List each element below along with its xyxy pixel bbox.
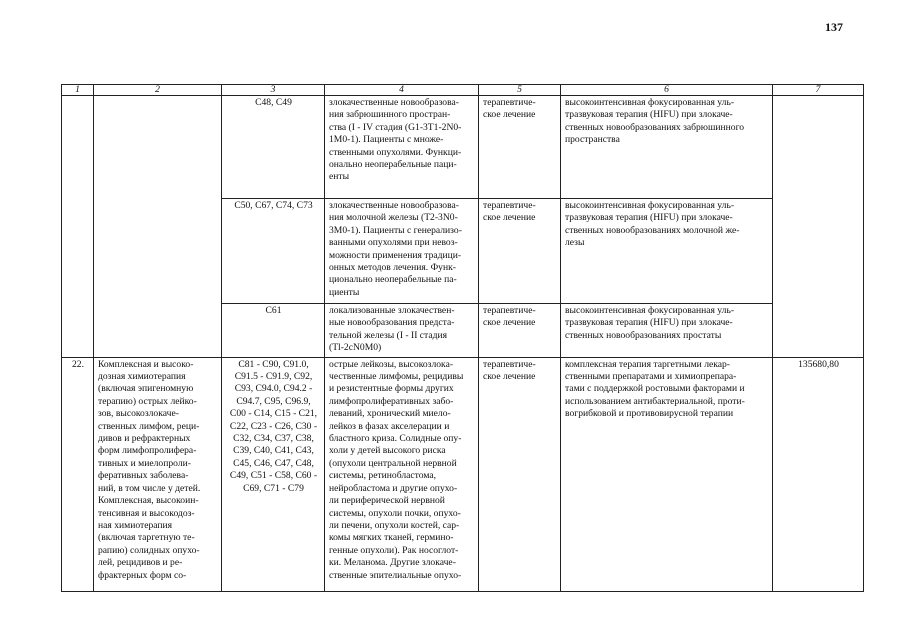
column-header: 2	[94, 85, 222, 96]
treatment-method-cell: высокоинтенсивная фокусированная уль- тразвуковая терапия (HIFU) при злокаче- ственных новообразованиях забрюшинного пространства	[561, 96, 773, 199]
column-header: 1	[62, 85, 94, 96]
icd-codes-cell: C50, C67, C74, C73	[222, 199, 325, 304]
patient-model-cell: злокачественные новообразова- ния молочной железы (T2-3N0- 3M0-1). Пациенты с генерализо- ванными опухолями при невоз- можности применения традици- онных методов лечения. Функ- ционально неоперабельные па- циенты	[325, 199, 479, 304]
column-header: 7	[773, 85, 864, 96]
patient-model-cell: острые лейкозы, высокозлока- чественные лимфомы, рецидивы и резистентные формы других лимфопролиферативных забо- леваний, хронический миело- лейкоз в фазах акселерации и бластного криза. Солидные опу- холи у детей высокого риска (опухоли центральной нервной системы, ретинобластома, нейробластома и другие опухо- ли периферической нервной системы, опухоли почки, опухо- ли печени, опухоли костей, сар- комы мягких тканей, гермино- генные опухоли). Рак носоглот- ки. Меланома. Другие злокаче- ственные эпителиальные опухо-	[325, 357, 479, 591]
procedure-name-cell	[94, 96, 222, 358]
row-number-cell	[62, 96, 94, 358]
procedure-name-cell: Комплексная и высоко- дозная химиотерапия (включая эпигеномную терапию) острых лейко- зов, высокозлокаче- ственных лимфом, реци- дивов и рефрактерных форм лимфопролифера- тивных и миелопроли- феративных заболева- ний, в том числе у детей. Комплексная, высокоин- тенсивная и высокодоз- ная химиотерапия (включая таргетную те- рапию) солидных опухо- лей, рецидивов и ре- фрактерных форм со-	[94, 357, 222, 591]
icd-codes-cell: C48, C49	[222, 96, 325, 199]
treatment-type-cell: терапевтиче- ское лечение	[479, 304, 561, 358]
table-row	[62, 96, 864, 199]
page-number: 137	[825, 20, 843, 34]
treatment-method-cell: высокоинтенсивная фокусированная уль- тразвуковая терапия (HIFU) при злокаче- ственных новообразованиях простаты	[561, 304, 773, 358]
row-number-cell: 22.	[62, 357, 94, 591]
patient-model-cell: локализованные злокачествен- ные новообразования предста- тельной железы (I - II стадия (Tl-2cN0M0)	[325, 304, 479, 358]
icd-codes-cell: C61	[222, 304, 325, 358]
icd-codes-cell: C81 - C90, C91.0, C91.5 - C91.9, C92, C93, C94.0, C94.2 - C94.7, C95, C96.9, C00 - C14, C15 - C21, C22, C23 - C26, C30 - C32, C34, C37, C38, C39, C40, C41, C43, C45, C46, C47, C48, C49, C51 - C58, C60 - C69, C71 - C79	[222, 357, 325, 591]
treatment-type-cell: терапевтиче- ское лечение	[479, 96, 561, 199]
medical-care-table	[61, 84, 864, 592]
patient-model-cell: злокачественные новообразова- ния забрюшинного простран- ства (I - IV стадия (G1-3T1-2N0- 1M0-1). Пациенты с множе- ственными опухолями. Функци- онально неоперабельные паци- енты	[325, 96, 479, 199]
table-row	[62, 357, 864, 591]
treatment-type-cell: терапевтиче- ское лечение	[479, 357, 561, 591]
column-header: 3	[222, 85, 325, 96]
treatment-type-cell: терапевтиче- ское лечение	[479, 199, 561, 304]
column-number-row	[62, 85, 864, 96]
cost-cell: 135680,80	[773, 357, 864, 591]
column-header: 6	[561, 85, 773, 96]
column-header: 5	[479, 85, 561, 96]
column-header: 4	[325, 85, 479, 96]
treatment-method-cell: высокоинтенсивная фокусированная уль- тразвуковая терапия (HIFU) при злокаче- ственных новообразованиях молочной же- лезы	[561, 199, 773, 304]
treatment-method-cell: комплексная терапия таргетными лекар- ственными препаратами и химиопрепара- тами с поддержкой ростовыми факторами и использованием антибактериальной, проти- вогрибковой и противовирусной терапии	[561, 357, 773, 591]
cost-cell	[773, 96, 864, 358]
